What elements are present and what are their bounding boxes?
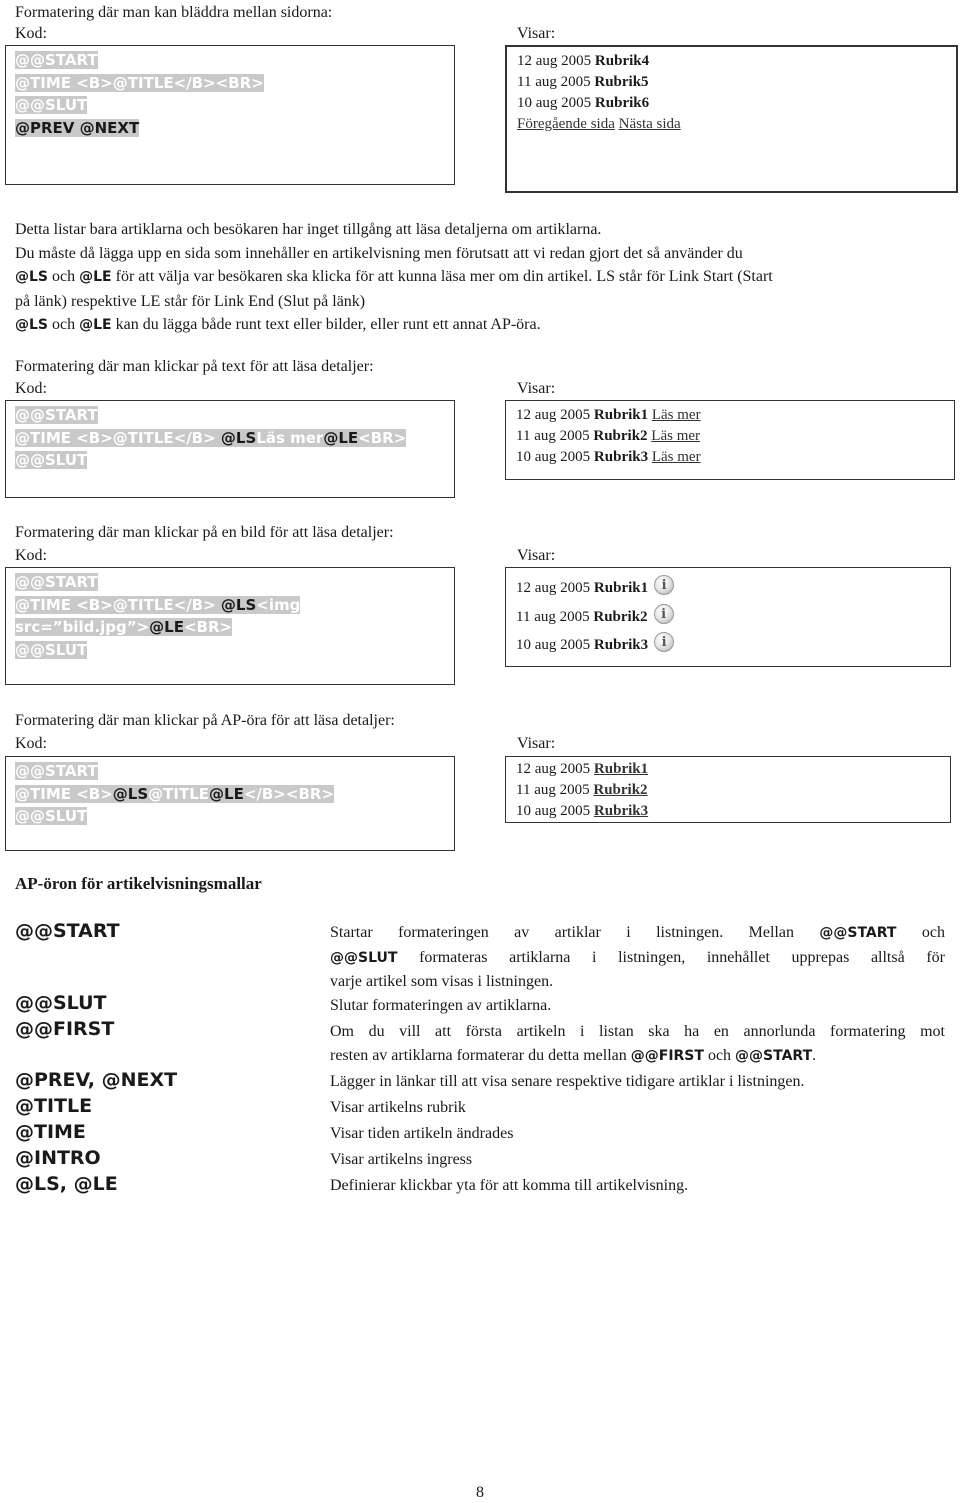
- list-item: 11 aug 2005 Rubrik2i: [516, 603, 674, 632]
- desc-title: Visar artikelns rubrik: [330, 1099, 466, 1116]
- paragraph-line: Detta listar bara artiklarna och besökaren har inget tillgång att läsa detaljerna om artiklarna.: [15, 221, 602, 238]
- read-more-link[interactable]: Läs mer: [651, 428, 701, 444]
- page-number: 8: [476, 1484, 484, 1501]
- code-block: [15, 571, 300, 661]
- section4-visar-label: Visar:: [517, 735, 556, 752]
- list-item: 11 aug 2005 Rubrik2 Läs mer: [516, 428, 701, 444]
- section1-heading: Formatering där man kan bläddra mellan sidorna:: [15, 4, 333, 21]
- section2-visar-label: Visar:: [517, 380, 556, 397]
- section1-visar-label: Visar:: [517, 25, 556, 42]
- info-icon[interactable]: [654, 604, 674, 624]
- list-item: 12 aug 2005 Rubrik1: [516, 761, 649, 777]
- term-ls-le: @LS, @LE: [15, 1173, 118, 1195]
- read-more-link[interactable]: Läs mer: [651, 407, 701, 423]
- list-item: 11 aug 2005 Rubrik5: [517, 74, 649, 90]
- term-first: @@FIRST: [15, 1018, 115, 1040]
- code-block: [15, 49, 264, 139]
- section4-code-box: [5, 756, 455, 851]
- section1-kod-label: Kod:: [15, 25, 47, 42]
- info-icon[interactable]: [654, 632, 674, 652]
- term-time: @TIME: [15, 1121, 86, 1143]
- desc-ls-le: Definierar klickbar yta för att komma till artikelvisning.: [330, 1177, 689, 1194]
- section4-output-box: [505, 756, 951, 823]
- list-item: 10 aug 2005 Rubrik3i: [516, 631, 674, 660]
- code-line: @PREV @NEXT: [15, 118, 140, 137]
- code-line: @@SLUT: [15, 96, 88, 114]
- info-icon[interactable]: [654, 575, 674, 595]
- term-title: @TITLE: [15, 1095, 93, 1117]
- code-line: @@SLUT: [15, 451, 88, 469]
- section4-kod-label: Kod:: [15, 735, 47, 752]
- list-item: 12 aug 2005 Rubrik4: [517, 53, 650, 69]
- section3-heading: Formatering där man klickar på en bild för att läsa detaljer:: [15, 524, 394, 541]
- reference-heading: AP-öron för artikelvisningsmallar: [15, 874, 262, 893]
- output-list: [516, 759, 648, 822]
- paragraph-line: @LS och @LE kan du lägga både runt text eller bilder, eller runt ett annat AP-öra.: [15, 316, 541, 333]
- desc-time: Visar tiden artikeln ändrades: [330, 1125, 514, 1142]
- prev-page-link[interactable]: Föregående sida: [517, 116, 615, 132]
- section2-code-box: [5, 400, 455, 498]
- section3-code-box: [5, 567, 455, 685]
- section1-code-box: [5, 45, 455, 185]
- section1-output-box: [505, 45, 958, 193]
- desc-first: Om du vill att första artikeln i listan ska ha en annorlunda formatering mot resten av artiklarna formaterar du detta mellan @@FIRST och @@START.: [330, 1023, 945, 1064]
- section3-kod-label: Kod:: [15, 547, 47, 564]
- code-line: @@SLUT: [15, 807, 88, 825]
- desc-slut: Slutar formateringen av artiklarna.: [330, 997, 552, 1014]
- title-link[interactable]: Rubrik2: [593, 782, 648, 798]
- section3-output-box: [505, 567, 951, 667]
- title-link[interactable]: Rubrik3: [593, 803, 649, 819]
- read-more-link[interactable]: Läs mer: [651, 449, 701, 465]
- code-line: @@START: [15, 762, 98, 780]
- code-line: @@START: [15, 51, 98, 69]
- section2-kod-label: Kod:: [15, 380, 47, 397]
- section2-heading: Formatering där man klickar på text för att läsa detaljer:: [15, 358, 374, 375]
- list-item: 10 aug 2005 Rubrik6: [517, 95, 650, 111]
- desc-start: Startar formateringen av artiklar i listningen. Mellan @@START och @@SLUT formateras artiklarna i listningen, innehållet upprepas alltså för varje artikel som visas i listningen.: [330, 924, 945, 990]
- output-list: [516, 405, 701, 468]
- code-line: @TIME <B>@TITLE</B><BR>: [15, 73, 264, 92]
- output-list: [517, 51, 681, 135]
- code-line: @@START: [15, 406, 98, 424]
- code-line: @@SLUT: [15, 640, 88, 659]
- code-line: src=”bild.jpg”>@LE<BR>: [15, 618, 233, 636]
- explanation-paragraph: [15, 218, 945, 338]
- desc-prev-next: Lägger in länkar till att visa senare respektive tidigare artiklar i listningen.: [330, 1073, 805, 1090]
- code-block: [15, 760, 334, 828]
- code-line: @TIME <B>@LS@TITLE@LE</B><BR>: [15, 784, 334, 803]
- code-block: [15, 404, 406, 472]
- section2-output-box: [505, 400, 955, 480]
- section3-visar-label: Visar:: [517, 547, 556, 564]
- paragraph-line: på länk) respektive LE står för Link End (Slut på länk): [15, 292, 366, 310]
- paragraph-line: Du måste då lägga upp en sida som innehåller en artikelvisning men förutsatt att vi redan gjort det så använder du: [15, 244, 743, 262]
- list-item: 10 aug 2005 Rubrik3: [516, 803, 649, 819]
- list-item: 12 aug 2005 Rubrik1 Läs mer: [516, 407, 701, 423]
- code-line: @TIME <B>@TITLE</B> @LSLäs mer@LE<BR>: [15, 428, 407, 447]
- term-prev-next: @PREV, @NEXT: [15, 1069, 178, 1091]
- desc-intro: Visar artikelns ingress: [330, 1151, 473, 1168]
- output-list: [516, 574, 674, 660]
- list-item: 12 aug 2005 Rubrik1i: [516, 574, 674, 603]
- list-item: 11 aug 2005 Rubrik2: [516, 782, 648, 798]
- term-slut: @@SLUT: [15, 992, 107, 1014]
- list-item: 10 aug 2005 Rubrik3 Läs mer: [516, 449, 701, 465]
- code-line: @TIME <B>@TITLE</B> @LS<img: [15, 595, 301, 614]
- title-link[interactable]: Rubrik1: [593, 761, 649, 777]
- term-start: @@START: [15, 920, 120, 942]
- code-line: @@START: [15, 573, 98, 591]
- next-page-link[interactable]: Nästa sida: [618, 116, 681, 132]
- paragraph-line: @LS och @LE för att välja var besökaren ska klicka för att kunna läsa mer om din artikel. LS står för Link Start (Start: [15, 268, 773, 285]
- section4-heading: Formatering där man klickar på AP-öra för att läsa detaljer:: [15, 712, 395, 729]
- term-intro: @INTRO: [15, 1147, 101, 1169]
